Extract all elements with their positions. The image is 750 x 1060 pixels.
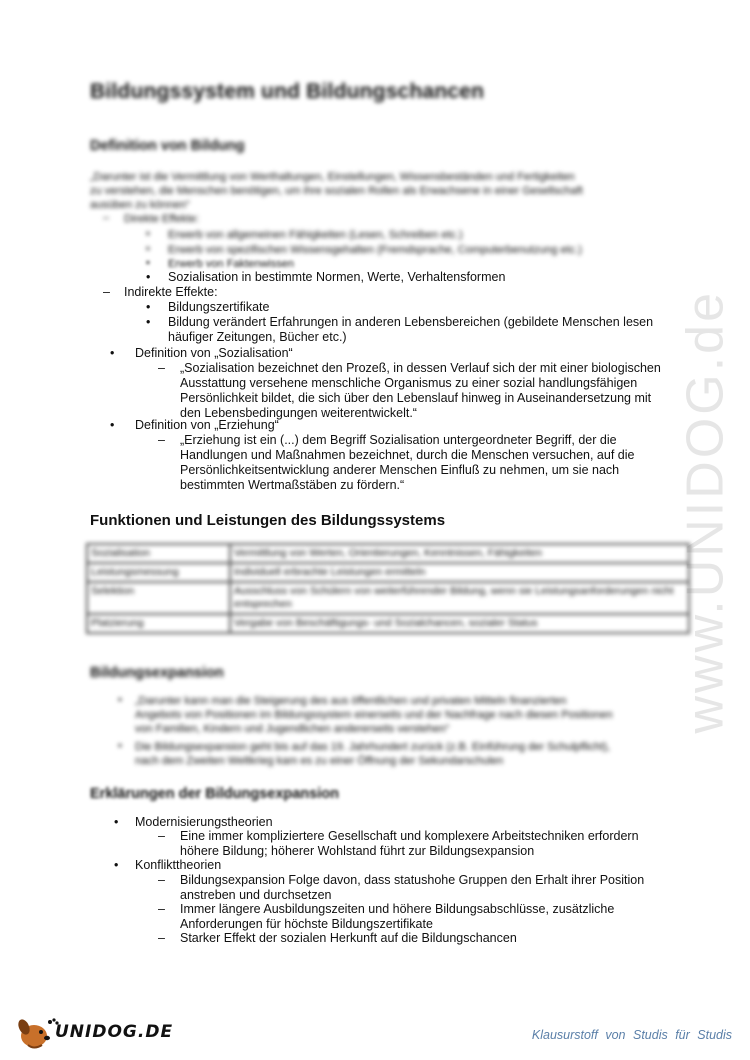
definition-quote	[90, 170, 690, 212]
bullet: •	[146, 257, 150, 269]
bullet: •	[146, 300, 151, 314]
dash-bullet: –	[158, 829, 165, 843]
def-erziehung-text: „Erziehung ist ein (...) dem Begriff Sozialisation untergeordneter Begriff, der die Handlungen und Maßnahmen bezeichnet, durch die Menschen versuchen, auf die Persönlichkeitsentwicklung anderer Menschen Einfluß zu nehmen, um sie nach bestimmten Wertmaßstäben zu fördern.“	[180, 433, 635, 492]
dash-bullet: –	[103, 212, 110, 224]
dog-icon	[16, 1018, 59, 1048]
def-sozialisation-label: Definition von „Sozialisation“	[135, 346, 293, 360]
table-cell-desc: Vergabe von Beschäftigungs- und Sozialchancen, sozialer Status	[230, 614, 689, 633]
list-item: Bildungsexpansion Folge davon, dass statushohe Gruppen den Erhalt ihrer Position anstreben und durchsetzen	[180, 873, 645, 902]
bullet: •	[146, 270, 151, 284]
watermark: www.UNIDOG.de	[677, 290, 735, 734]
bullet: •	[110, 346, 115, 360]
table-row	[87, 563, 689, 582]
list-item: Immer längere Ausbildungszeiten und höhere Bildungsabschlüsse, zusätzliche Anforderungen für höchste Bildungszertifikate	[180, 902, 615, 931]
dash-bullet: –	[158, 902, 165, 916]
functions-table	[86, 543, 690, 634]
expansion-item: „Darunter kann man die Steigerung des aus öffentlichen und privaten Mitteln finanzierten Angebots von Positionen im Bildungssystem einerseits und der Nachfrage nach diesen Positionen von Familien, Kindern und Jugendlichen andererseits verstehen“	[135, 695, 613, 735]
page-title: Bildungssystem und Bildungschancen	[90, 80, 485, 103]
list-item: Bildung verändert Erfahrungen in anderen Lebensbereichen (gebildete Menschen lesen häufiger Zeitungen, Bücher etc.)	[168, 315, 654, 344]
quote-line: „Darunter ist die Vermittlung von Werthaltungen, Einstellungen, Wissensbeständen und Fertigkeiten	[90, 171, 575, 183]
table-row	[87, 582, 689, 614]
dash-bullet: –	[103, 285, 110, 299]
def-sozialisation-text: „Sozialisation bezeichnet den Prozeß, in dessen Verlauf sich der mit einer biologischen Ausstattung versehene menschliche Organismus zu einer sozial handlungsfähigen Persönlichkeit bildet, die sich über den Lebenslauf hinweg in Auseinandersetzung mit den Lebensbedingungen weiterentwickelt.“	[180, 361, 661, 420]
quote-line: ausüben zu können“	[90, 199, 190, 211]
def-erziehung-label: Definition von „Erziehung“	[135, 418, 279, 432]
table-cell-term: Sozialisation	[87, 544, 230, 563]
bullet: •	[146, 228, 150, 240]
section-heading-functions: Funktionen und Leistungen des Bildungssystems	[90, 512, 446, 529]
dash-bullet: –	[158, 433, 165, 447]
modern-theories-label: Modernisierungstheorien	[135, 815, 273, 829]
table-cell-desc: Individuell erbrachte Leistungen ermitteln	[230, 563, 689, 582]
list-item: Bildungszertifikate	[168, 300, 270, 314]
quote-line: zu verstehen, die Menschen benötigen, um ihre sozialen Rollen als Erwachsene in einer Gesellschaft	[90, 185, 583, 197]
conflict-theories-label: Konflikttheorien	[135, 858, 222, 872]
list-item: Sozialisation in bestimmte Normen, Werte, Verhaltensformen	[168, 270, 506, 284]
list-item: Erwerb von allgemeinen Fähigkeiten (Lesen, Schreiben etc.)	[168, 229, 463, 241]
table-row	[87, 544, 689, 563]
footer-tagline: Klausurstoff von Studis für Studis	[531, 1028, 732, 1042]
table-cell-term: Platzierung	[87, 614, 230, 633]
list-item: Erwerb von spezifischen Wissensgehalten (Fremdsprache, Computerbenutzung etc.)	[168, 244, 582, 256]
table-cell-desc: Vermittlung von Werten, Orientierungen, Kenntnissen, Fähigkeiten	[230, 544, 689, 563]
section-heading-explanations: Erklärungen der Bildungsexpansion	[90, 786, 339, 802]
section-heading-expansion: Bildungsexpansion	[90, 665, 224, 681]
dash-bullet: –	[158, 873, 165, 887]
expansion-item: Die Bildungsexpansion geht bis auf das 19. Jahrhundert zurück (z.B. Einführung der Schulpflicht), nach dem Zweiten Weltkrieg kam es zu einer Öffnung der Sekundarschulen	[135, 741, 611, 767]
bullet: •	[114, 858, 119, 872]
table-cell-desc: Ausschluss von Schülern von weiterführender Bildung, wenn sie Leistungsanforderungen nicht entsprechen	[230, 582, 689, 614]
list-item: Eine immer kompliziertere Gesellschaft und komplexere Arbeitstechniken erfordern höhere Bildung; höherer Wohlstand führt zur Bildungsexpansion	[180, 829, 639, 858]
table-cell-term: Leistungsmessung	[87, 563, 230, 582]
table-cell-term: Selektion	[87, 582, 230, 614]
dash-bullet: –	[158, 931, 165, 945]
logo-text: UNIDOG.DE	[55, 1022, 174, 1042]
indirect-effects-label: Indirekte Effekte:	[124, 285, 218, 299]
list-item: Erwerb von Faktenwissen	[168, 258, 294, 270]
list-item: Starker Effekt der sozialen Herkunft auf die Bildungschancen	[180, 931, 517, 945]
table-row	[87, 614, 689, 633]
bullet: •	[146, 243, 150, 255]
bullet: •	[146, 315, 151, 329]
bullet: •	[110, 418, 115, 432]
bullet: •	[114, 815, 119, 829]
bullet: •	[118, 740, 122, 752]
dash-bullet: –	[158, 361, 165, 375]
bullet: •	[118, 694, 122, 706]
direct-effects-label: Direkte Effekte:	[124, 213, 199, 225]
section-heading-definition: Definition von Bildung	[90, 138, 245, 154]
